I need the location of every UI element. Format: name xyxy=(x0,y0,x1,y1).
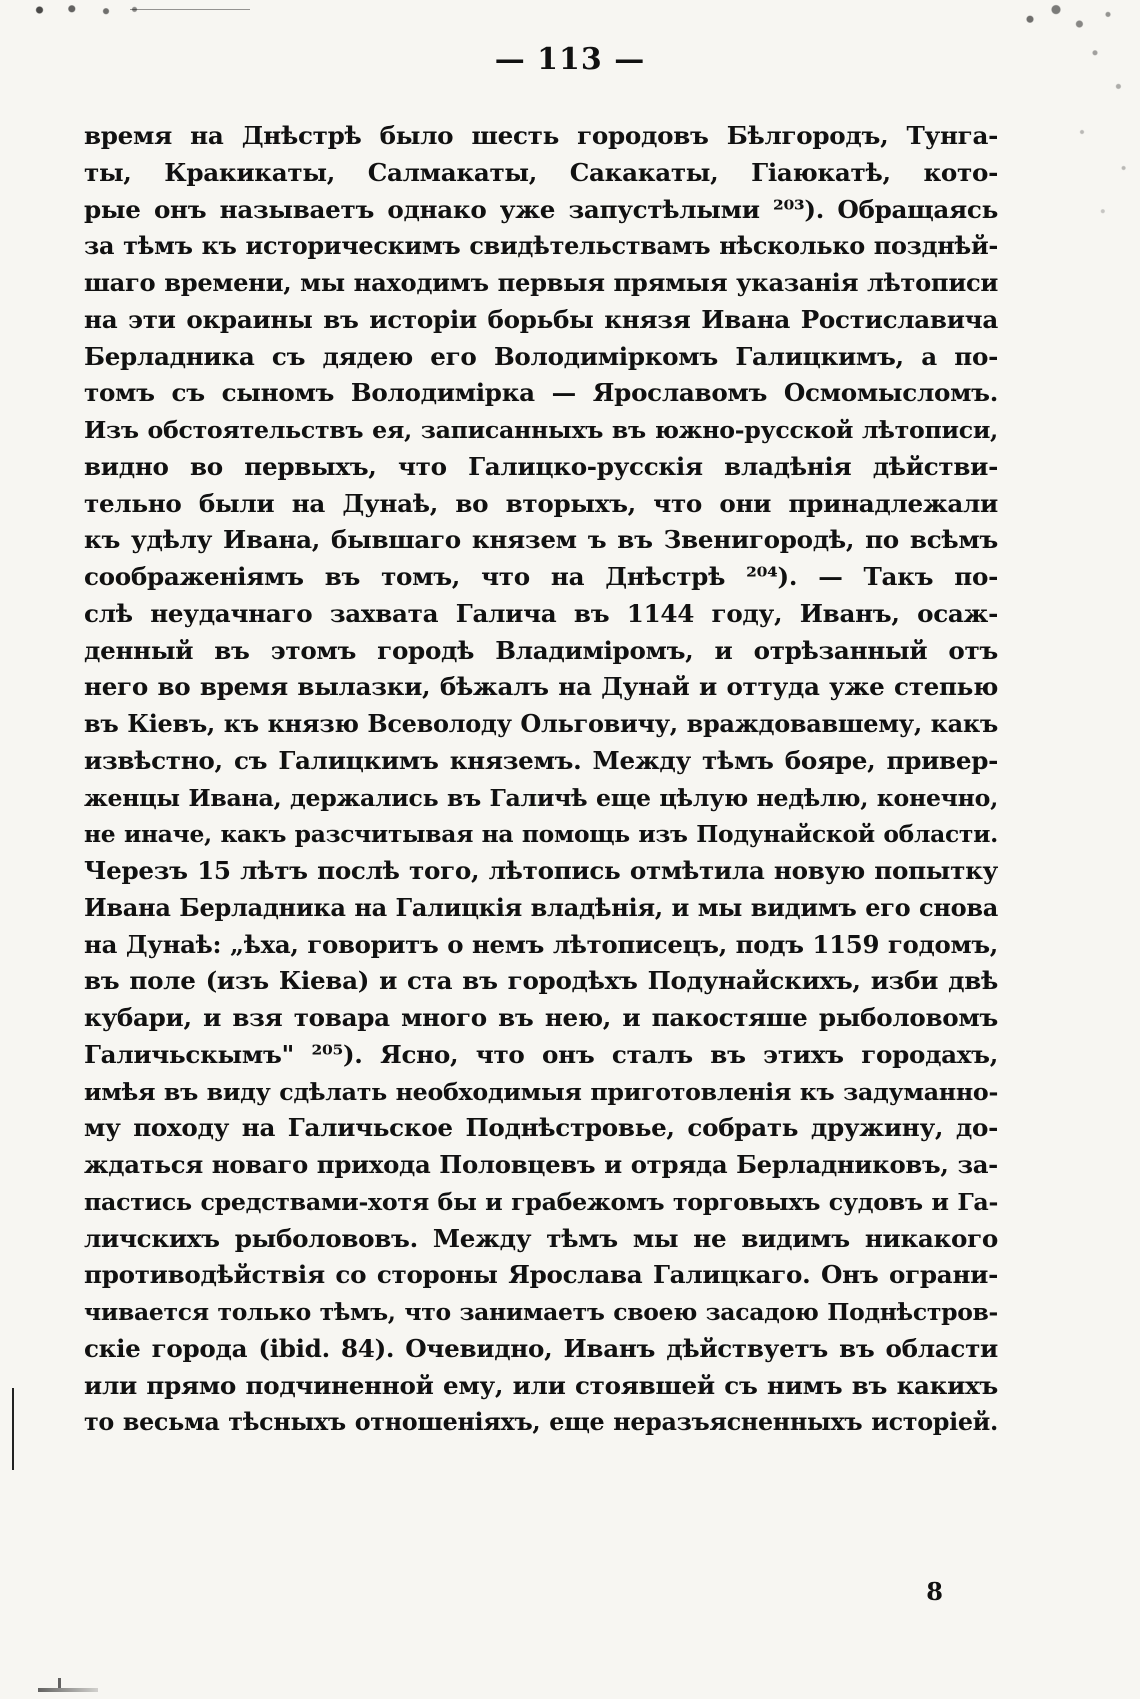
text-line: Берладника съ дядею его Володимiркомъ Галицкимъ, а по- xyxy=(84,341,998,371)
text-line: рые онъ называетъ однако уже запустѣлыми ²⁰³). Обращаясь xyxy=(84,194,998,224)
text-line: время на Днѣстрѣ было шесть городовъ Бѣлгородъ, Тунга- xyxy=(84,121,998,150)
scan-speckle-top-right xyxy=(1004,0,1134,240)
text-line: извѣстно, съ Галицкимъ княземъ. Между тѣмъ бояре, привер- xyxy=(84,745,998,775)
text-line: кубари, и взя товара много въ нею, и пакостяше рыболовомъ xyxy=(84,1003,998,1032)
text-line: въ Кiевъ, къ князю Всеволоду Ольговичу, враждовавшему, какъ xyxy=(84,709,998,738)
text-line: то весьма тѣсныхъ отношеніяхъ, еще неразъясненныхъ исторіей. xyxy=(84,1408,998,1437)
text-line: видно во первыхъ, что Галицко-русскія владѣнія дѣйстви- xyxy=(84,451,998,481)
text-line: ты, Кракикаты, Салмакаты, Сакакаты, Гіаюкатѣ, кото- xyxy=(84,157,998,187)
text-line: Галичьскымъ" ²⁰⁵). Ясно, что онъ сталъ въ этихъ городахъ, xyxy=(84,1039,998,1069)
text-line: на Дунаѣ: „ѣха, говоритъ о немъ лѣтописецъ, подъ 1159 годомъ, xyxy=(84,929,998,959)
text-line: пастись средствами-хотя бы и грабежомъ торговыхъ судовъ и Га- xyxy=(84,1187,998,1216)
text-line: ждаться новаго прихода Половцевъ и отряда Берладниковъ, за- xyxy=(84,1150,998,1179)
text-line: му походу на Галичьское Поднѣстровье, собрать дружину, до- xyxy=(84,1113,998,1143)
text-line: личскихъ рыболововъ. Между тѣмъ мы не видимъ никакого xyxy=(84,1223,998,1253)
text-line: Ивана Берладника на Галицкія владѣнія, и мы видимъ его снова xyxy=(84,892,998,922)
scan-margin-line xyxy=(12,1388,14,1470)
text-line: на эти окраины въ исторіи борьбы князя Ивана Ростиславича xyxy=(84,304,998,334)
text-line: слѣ неудачнаго захвата Галича въ 1144 году, Иванъ, осаж- xyxy=(84,598,998,628)
text-line: чивается только тѣмъ, что занимаетъ своею засадою Поднѣстров- xyxy=(84,1298,998,1326)
scan-speckle-top-left xyxy=(30,4,220,16)
text-line: имѣя въ виду сдѣлать необходимыя приготовленія къ задуманно- xyxy=(84,1077,998,1106)
text-line: не иначе, какъ разсчитывая на помощь изъ Подунайской области. xyxy=(84,820,998,849)
text-line: за тѣмъ къ историческимъ свидѣтельствамъ нѣсколько позднѣй- xyxy=(84,232,998,261)
text-line: Черезъ 15 лѣтъ послѣ того, лѣтопись отмѣтила новую попытку xyxy=(84,856,998,885)
text-line: въ поле (изъ Кiева) и ста въ городѣхъ Подунайскихъ, изби двѣ xyxy=(84,966,998,996)
text-line: тельно были на Дунаѣ, во вторыхъ, что они принадлежали xyxy=(84,488,998,518)
text-line: него во время вылазки, бѣжалъ на Дунай и оттуда уже степью xyxy=(84,672,998,702)
text-line: денный въ этомъ городѣ Владиміромъ, и отрѣзанный отъ xyxy=(84,635,998,665)
text-line: шаго времени, мы находимъ первыя прямыя указанія лѣтописи xyxy=(84,268,998,297)
text-line: женцы Ивана, держались въ Галичѣ еще цѣлую недѣлю, конечно, xyxy=(84,783,998,812)
signature-mark: 8 xyxy=(926,1577,943,1606)
page-number-header: — 113 — xyxy=(494,42,646,77)
text-line: противодѣйствія со стороны Ярослава Галицкаго. Онъ ограни- xyxy=(84,1260,998,1290)
text-line: томъ съ сыномъ Володимірка — Ярославомъ Осмомысломъ. xyxy=(84,378,998,408)
text-line: или прямо подчиненной ему, или стоявшей съ нимъ въ какихъ xyxy=(84,1370,998,1400)
text-line: Изъ обстоятельствъ ея, записанныхъ въ южно-русской лѣтописи, xyxy=(84,416,998,444)
scan-speckle-bottom-left xyxy=(38,1688,98,1692)
text-line: скіе города (ibid. 84). Очевидно, Иванъ дѣйствуетъ въ области xyxy=(84,1333,998,1363)
text-line: къ удѣлу Ивана, бывшаго князем ъ въ Звенигородѣ, по всѣмъ xyxy=(84,525,998,555)
text-line: соображеніямъ въ томъ, что на Днѣстрѣ ²⁰⁴). — Такъ по- xyxy=(84,562,998,591)
body-text xyxy=(84,118,998,1441)
